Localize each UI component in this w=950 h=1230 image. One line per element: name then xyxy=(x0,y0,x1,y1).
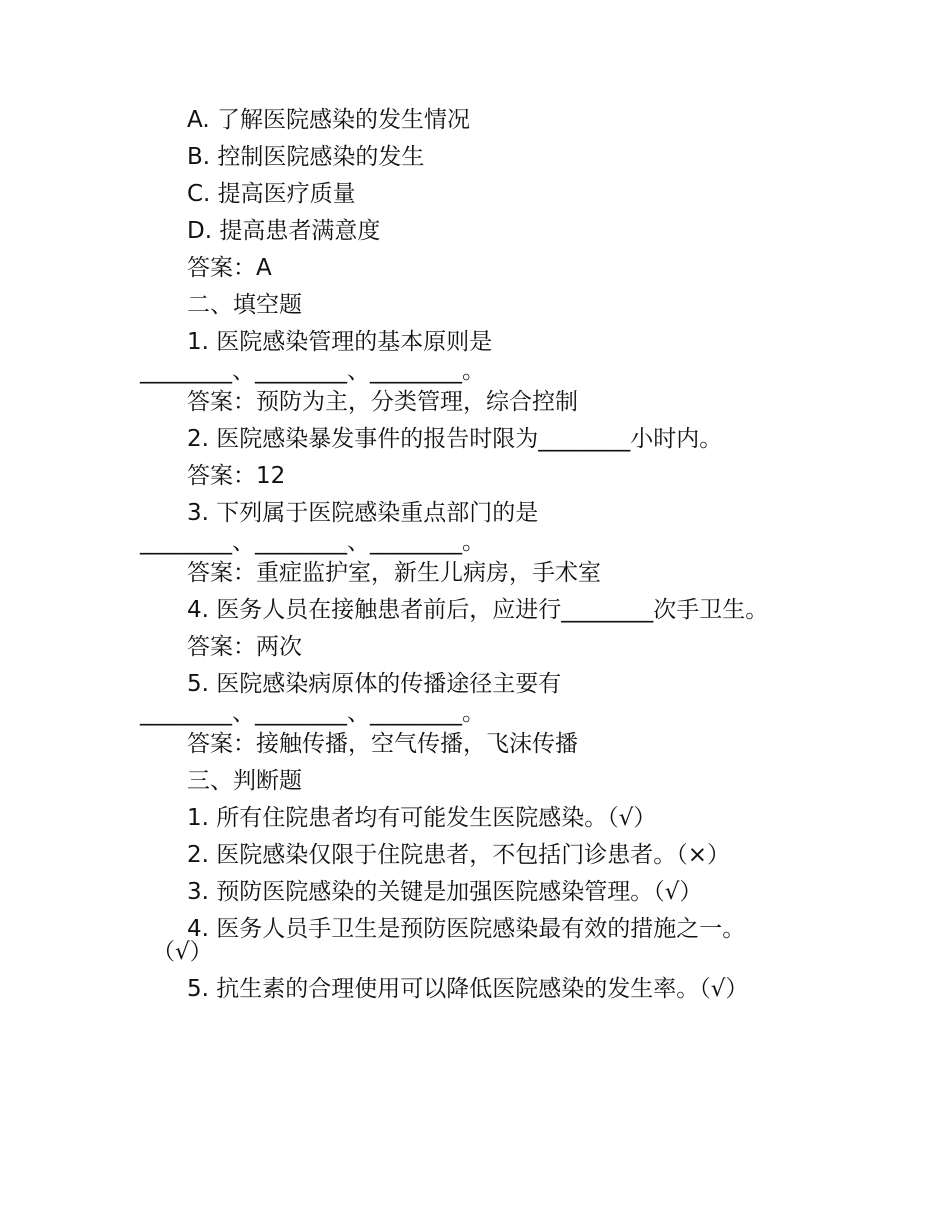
tf-item-2: 2. 医院感染仅限于住院患者，不包括门诊患者。（×） xyxy=(187,842,731,868)
tf-item-3: 3. 预防医院感染的关键是加强医院感染管理。（√） xyxy=(187,879,703,905)
fill-answer-3: 答案：重症监护室，新生儿病房，手术室 xyxy=(187,560,601,586)
fill-blanks-1: ________、________、________。 xyxy=(140,358,485,384)
tf-item-5: 5. 抗生素的合理使用可以降低医院感染的发生率。（√） xyxy=(187,976,749,1002)
fill-blanks-5: ________、________、________。 xyxy=(140,700,485,726)
fill-question-4: 4. 医务人员在接触患者前后，应进行________次手卫生。 xyxy=(187,597,769,623)
option-c: C. 提高医疗质量 xyxy=(187,181,356,207)
option-d: D. 提高患者满意度 xyxy=(187,218,381,244)
option-b: B. 控制医院感染的发生 xyxy=(187,144,425,170)
tf-item-1: 1. 所有住院患者均有可能发生医院感染。（√） xyxy=(187,805,657,831)
fill-question-3: 3. 下列属于医院感染重点部门的是 xyxy=(187,500,539,526)
fill-answer-1: 答案：预防为主，分类管理，综合控制 xyxy=(187,389,578,415)
fill-question-2: 2. 医院感染暴发事件的报告时限为________小时内。 xyxy=(187,426,723,452)
fill-answer-4: 答案：两次 xyxy=(187,634,302,660)
fill-answer-5: 答案：接触传播，空气传播，飞沫传播 xyxy=(187,731,578,757)
fill-question-5: 5. 医院感染病原体的传播途径主要有 xyxy=(187,671,562,697)
fill-answer-2: 答案：12 xyxy=(187,463,286,489)
tf-item-4: 4. 医务人员手卫生是预防医院感染最有效的措施之一。 xyxy=(187,916,746,942)
section-heading-fill-in: 二、填空题 xyxy=(187,292,302,318)
section-heading-true-false: 三、判断题 xyxy=(187,768,302,794)
fill-blanks-3: ________、________、________。 xyxy=(140,529,485,555)
fill-question-1: 1. 医院感染管理的基本原则是 xyxy=(187,329,493,355)
answer-choice: 答案：A xyxy=(187,255,272,281)
tf-item-4-mark: （√） xyxy=(152,939,213,965)
option-a: A. 了解医院感染的发生情况 xyxy=(187,107,470,133)
